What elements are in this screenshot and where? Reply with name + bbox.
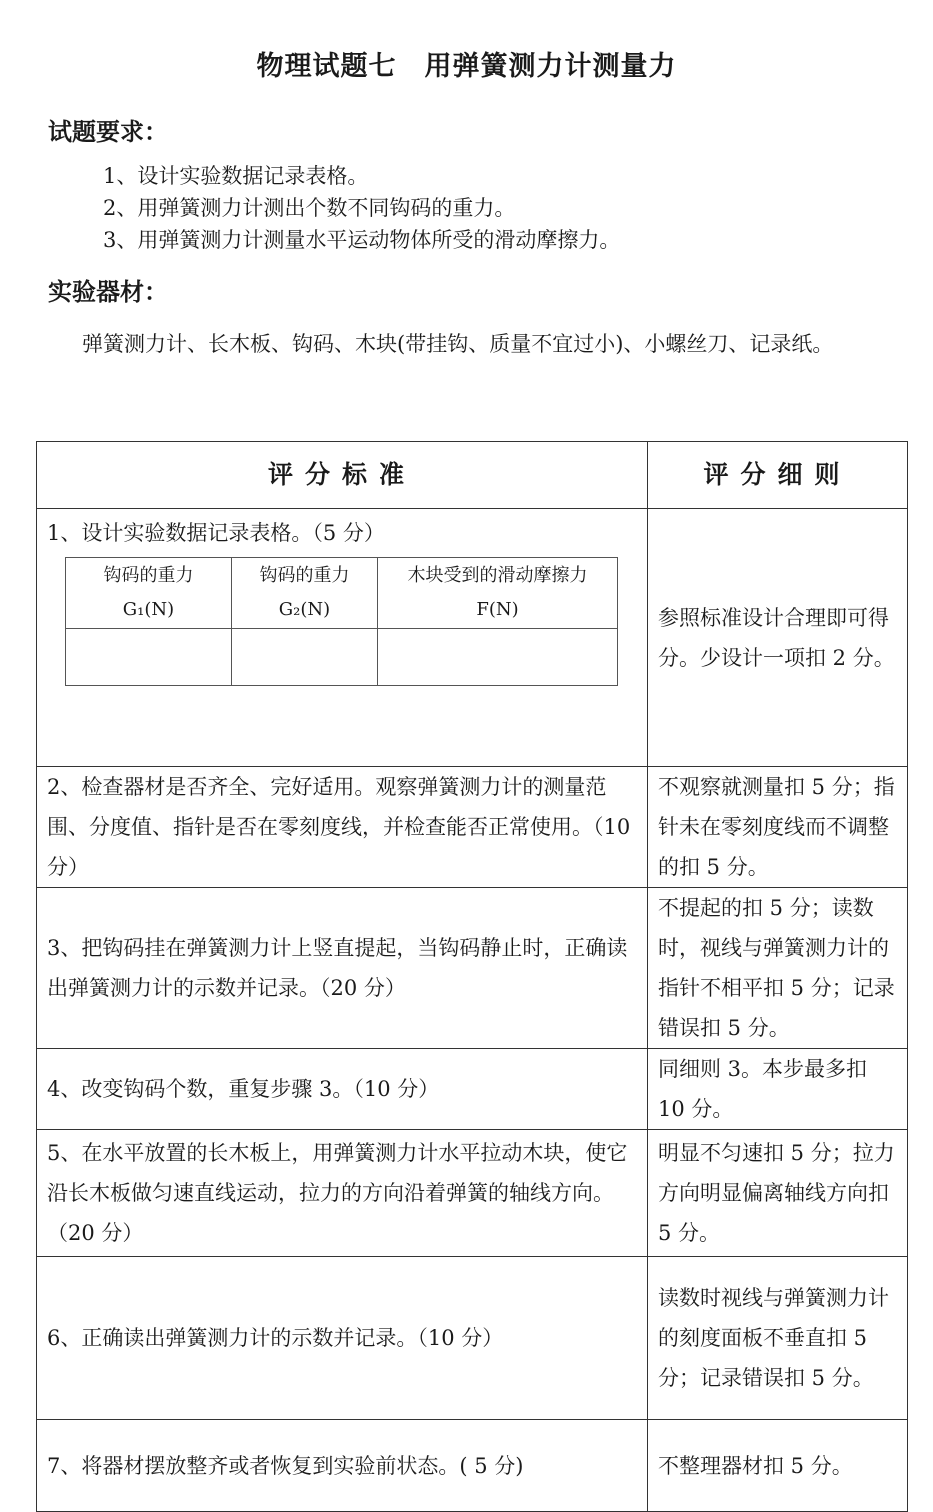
table-row <box>37 509 908 767</box>
detail-text: 明显不匀速扣 5 分；拉力方向明显偏离轴线方向扣 5 分。 <box>648 1130 908 1257</box>
criterion-text: 7、将器材摆放整齐或者恢复到实验前状态。( 5 分) <box>37 1420 648 1512</box>
criterion-text: 3、把钩码挂在弹簧测力计上竖直提起，当钩码静止时，正确读出弹簧测力计的示数并记录。（20 分） <box>37 888 648 1049</box>
record-header-label: 钩码的重力 <box>103 565 194 586</box>
record-header-symbol: G₂(N) <box>278 599 331 620</box>
criterion-text: 2、检查器材是否齐全、完好适用。观察弹簧测力计的测量范围、分度值、指针是否在零刻度线，并检查能否正常使用。（10 分） <box>37 767 648 888</box>
detail-text: 读数时视线与弹簧测力计的刻度面板不垂直扣 5 分；记录错误扣 5 分。 <box>648 1257 908 1420</box>
criterion-text: 4、改变钩码个数，重复步骤 3。（10 分） <box>37 1049 648 1130</box>
criterion-text: 5、在水平放置的长木板上，用弹簧测力计水平拉动木块，使它沿长木板做匀速直线运动，拉力的方向沿着弹簧的轴线方向。（20 分） <box>37 1130 648 1257</box>
record-header-label: 钩码的重力 <box>259 565 350 586</box>
record-header-cell <box>66 558 232 629</box>
record-header-symbol: F(N) <box>476 599 519 620</box>
criterion-text: 1、设计实验数据记录表格。（5 分） <box>47 521 385 545</box>
requirements-heading: 试题要求： <box>48 118 168 146</box>
requirement-item: 2、用弹簧测力计测出个数不同钩码的重力。 <box>103 196 516 220</box>
record-empty-cell <box>232 629 378 686</box>
detail-text: 不整理器材扣 5 分。 <box>648 1420 908 1512</box>
detail-text: 不提起的扣 5 分；读数时，视线与弹簧测力计的指针不相平扣 5 分；记录错误扣 5 分。 <box>648 888 908 1049</box>
equipment-heading: 实验器材： <box>48 278 168 306</box>
detail-text: 不观察就测量扣 5 分；指针未在零刻度线而不调整的扣 5 分。 <box>648 767 908 888</box>
scoring-table <box>36 441 908 1512</box>
requirement-item: 1、设计实验数据记录表格。 <box>103 164 369 188</box>
detail-text: 同细则 3。本步最多扣 10 分。 <box>648 1049 908 1130</box>
detail-text: 参照标准设计合理即可得分。少设计一项扣 2 分。 <box>648 509 908 767</box>
table-row <box>37 1049 908 1130</box>
record-header-cell <box>232 558 378 629</box>
record-header-cell <box>378 558 618 629</box>
col-header-details: 评分细则 <box>648 442 908 509</box>
record-table-sample <box>65 557 618 686</box>
equipment-text: 弹簧测力计、长木板、钩码、木块(带挂钩、质量不宜过小)、小螺丝刀、记录纸。 <box>82 332 834 356</box>
table-row <box>37 1420 908 1512</box>
col-header-criteria: 评分标准 <box>37 442 648 509</box>
record-empty-cell <box>66 629 232 686</box>
record-header-label: 木块受到的滑动摩擦力 <box>407 565 588 586</box>
page-title: 物理试题七 用弹簧测力计测量力 <box>256 51 677 82</box>
requirement-item: 3、用弹簧测力计测量水平运动物体所受的滑动摩擦力。 <box>103 228 621 252</box>
table-row <box>37 1130 908 1257</box>
table-row <box>37 1257 908 1420</box>
record-header-symbol: G₁(N) <box>122 599 175 620</box>
criterion-text: 6、正确读出弹簧测力计的示数并记录。（10 分） <box>37 1257 648 1420</box>
record-empty-cell <box>378 629 618 686</box>
requirements-list <box>103 160 620 256</box>
table-row <box>37 767 908 888</box>
table-row <box>37 888 908 1049</box>
